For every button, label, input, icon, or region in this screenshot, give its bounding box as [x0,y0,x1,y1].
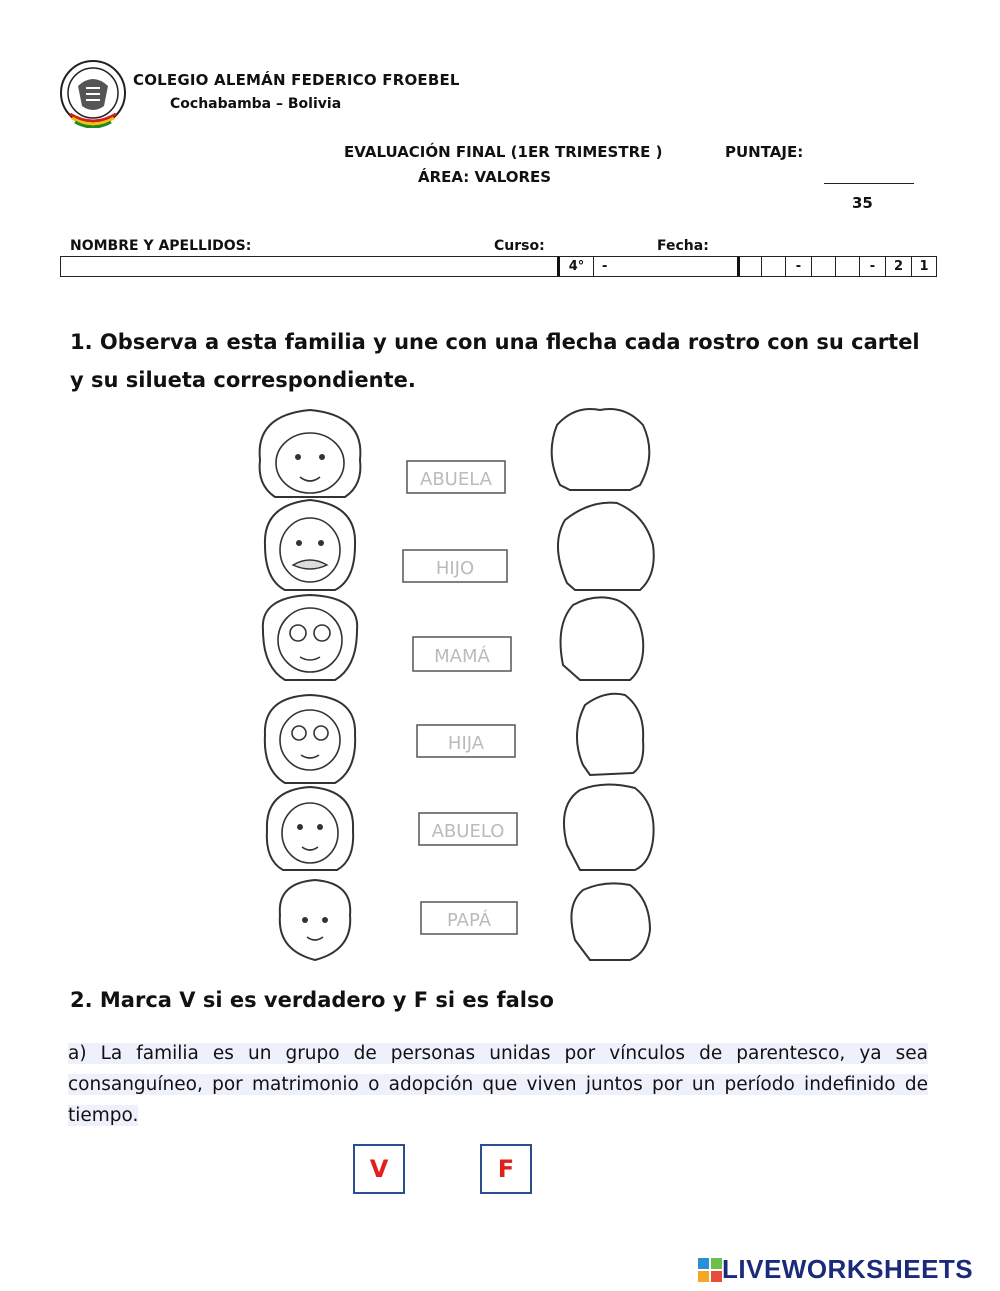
date-month-cell-1[interactable] [811,257,835,276]
question-2-title: 2. Marca V si es verdadero y F si es falso [70,988,554,1012]
date-day-cell-2[interactable] [761,257,785,276]
course-section-field[interactable]: - [593,257,738,276]
score-total: 35 [852,194,873,212]
score-blank-line[interactable] [824,183,914,184]
face-child[interactable] [280,880,350,960]
face-grandpa-mustache[interactable] [265,500,355,590]
course-label: Curso: [494,238,545,254]
face-grandma[interactable] [260,410,361,497]
name-field[interactable] [61,257,558,276]
face-mother[interactable] [267,787,353,870]
name-label: NOMBRE Y APELLIDOS: [70,238,252,254]
label-abuelo: ABUELO [431,821,505,842]
course-field[interactable]: 4° [557,257,593,276]
year-digit-2: 1 [911,257,936,276]
year-digit-1: 2 [885,257,911,276]
label-abuela: ABUELA [420,469,492,490]
face-grandpa-glasses[interactable] [263,595,357,680]
silhouette-5[interactable] [564,784,654,870]
subject-area: ÁREA: VALORES [418,168,552,186]
date-sep-2: - [859,257,885,276]
silhouette-4[interactable] [577,694,643,775]
statement-text: a) La familia es un grupo de personas unidas por vínculos de parentesco, ya sea consanguíneo, por matrimonio o adopción que viven juntos por un período indefinido de tiempo. [68,1043,928,1126]
liveworksheets-logo[interactable] [698,1254,973,1285]
silhouette-1[interactable] [552,409,650,490]
liveworksheets-brand: LIVEWORKSHEETS [722,1254,974,1284]
date-month-cell-2[interactable] [835,257,859,276]
label-papa: PAPÁ [446,910,492,931]
question-1-text: 1. Observa a esta familia y une con una flecha cada rostro con su cartel y su silueta correspondiente. [70,330,920,392]
silhouette-3[interactable] [561,597,644,680]
silhouette-6[interactable] [571,883,650,960]
date-day-cell-1[interactable] [737,257,761,276]
evaluation-title: EVALUACIÓN FINAL (1ER TRIMESTRE ) [344,143,663,161]
score-label: PUNTAJE: [725,143,804,161]
date-label: Fecha: [657,238,709,254]
label-hija: HIJA [447,733,485,754]
student-info-row [60,256,937,277]
family-matching-illustration [245,405,690,970]
false-option-button[interactable]: F [480,1144,532,1194]
school-seal-logo [58,58,128,128]
true-option-button[interactable]: V [353,1144,405,1194]
face-grandma-glasses[interactable] [265,695,355,783]
liveworksheets-icon [698,1258,722,1282]
school-city: Cochabamba – Bolivia [170,96,342,112]
label-hijo: HIJO [435,558,475,579]
question-2-statement [68,1038,928,1131]
label-mama: MAMÁ [434,646,490,667]
school-name: COLEGIO ALEMÁN FEDERICO FROEBEL [133,71,460,89]
date-sep-1: - [785,257,811,276]
